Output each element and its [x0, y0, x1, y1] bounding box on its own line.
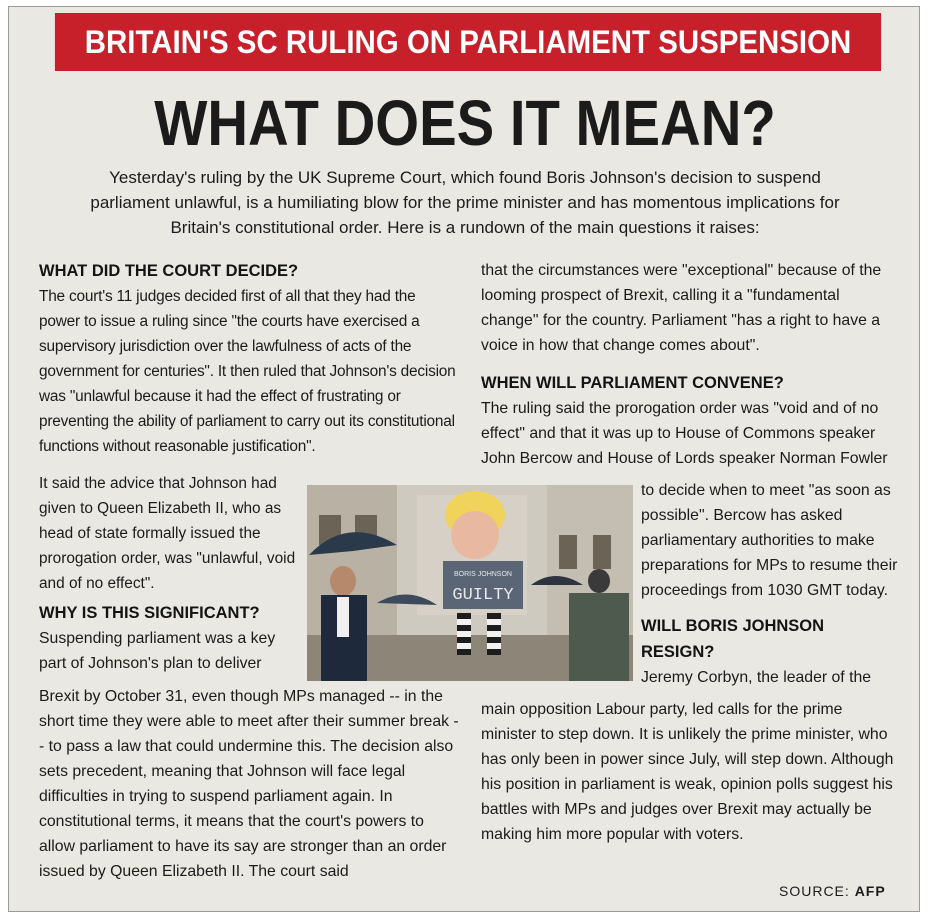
left-column-top — [39, 258, 459, 459]
protest-scene-image — [307, 485, 633, 681]
significant-body-cont: that the circumstances were "exceptional" because of the looming prospect of Brexit, calling it a "fundamental change" for the country. Parliament "has a right to have a voice in how that change comes about". — [481, 262, 882, 354]
headline: WHAT DOES IT MEAN? — [154, 87, 776, 159]
heading-significant: WHY IS THIS SIGNIFICANT? — [39, 604, 260, 622]
right-column-top — [481, 258, 901, 471]
resign-body-start: Jeremy Corbyn, the leader of the — [641, 669, 872, 686]
right-column-bottom — [481, 697, 901, 847]
significant-body-start: Suspending parliament was a key part of Johnson's plan to deliver — [39, 630, 276, 672]
significant-body: Brexit by October 31, even though MPs managed -- in the short time they were able to meet after their summer break -- to pass a law that could undermine this. The decision also sets precedent, meaning that Johnson will face legal difficulties in trying to suspend parliament again. In constitutional terms, it means that the court's powers to allow parliament to have its say are stronger than an order issued by Queen Elizabeth II. The court said — [39, 688, 459, 880]
heading-convene: WHEN WILL PARLIAMENT CONVENE? — [481, 374, 784, 392]
placard-top-text: BORIS JOHNSON — [454, 571, 512, 578]
infographic-page — [8, 6, 920, 912]
news-photo — [307, 485, 633, 681]
left-column-middle — [39, 471, 301, 676]
left-column-bottom — [39, 684, 459, 884]
intro-paragraph: Yesterday's ruling by the UK Supreme Court, which found Boris Johnson's decision to suspend parliament unlawful, is a humiliating blow for the prime minister and has momentous implications for Britain's constitutional order. Here is a rundown of the main questions it raises: — [90, 168, 840, 237]
source-label: SOURCE: — [779, 883, 850, 899]
resign-body: main opposition Labour party, led calls for the prime minister to step down. It is unlikely the prime minister, who has only been in power since July, will step down. Although his position in parliament is weak, opinion polls suggest his battles with MPs and judges over Brexit may actually be making him more popular with voters. — [481, 701, 894, 843]
court-decide-body: The court's 11 judges decided first of all that they had the power to issue a ruling since "the courts have exercised a supervisory jurisdiction over the lawfulness of acts of the government for centuries". It then ruled that Johnson's decision was "unlawful because it had the effect of frustrating or preventing the ability of parliament to carry out its constitutional functions without reasonable justification". — [39, 288, 456, 455]
source-credit — [779, 883, 886, 899]
heading-resign: WILL BORIS JOHNSON RESIGN? — [641, 617, 825, 661]
placard-main-text: GUILTY — [452, 586, 514, 605]
banner-title: BRITAIN'S SC RULING ON PARLIAMENT SUSPENSION — [55, 13, 881, 71]
convene-body-cont: to decide when to meet "as soon as possible". Bercow has asked parliamentary authorities to make preparations for MPs to resume their proceedings from 1030 GMT today. — [641, 482, 898, 599]
convene-body: The ruling said the prorogation order was "void and of no effect" and that it was up to House of Commons speaker John Bercow and House of Lords speaker Norman Fowler — [481, 400, 888, 467]
court-decide-body-cont: It said the advice that Johnson had given to Queen Elizabeth II, who as head of state formally issued the prorogation order, was "unlawful, void and of no effect". — [39, 475, 296, 592]
heading-court-decide: WHAT DID THE COURT DECIDE? — [39, 262, 299, 280]
source-name: AFP — [854, 883, 886, 899]
right-column-middle — [641, 478, 901, 690]
